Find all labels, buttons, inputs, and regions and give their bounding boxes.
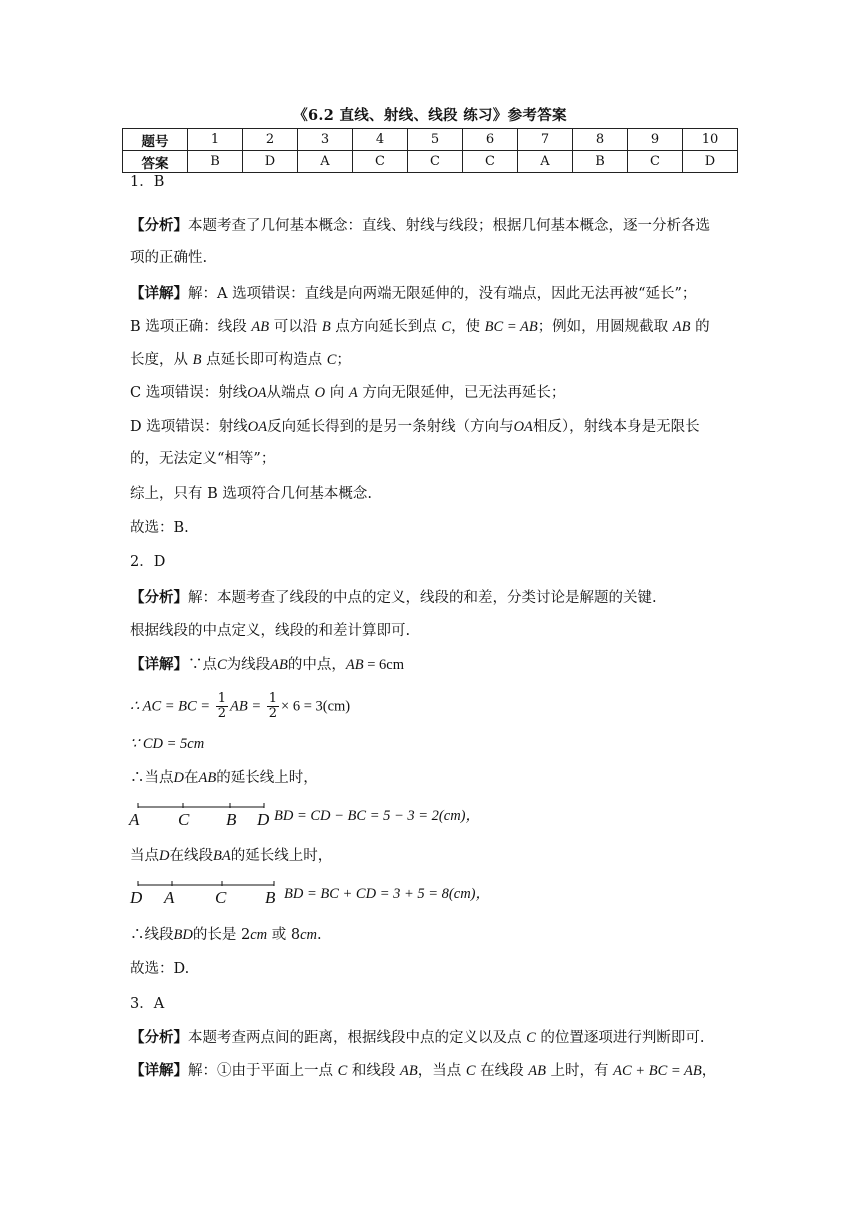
text: ∴线段 xyxy=(130,927,174,943)
math: AB xyxy=(345,657,364,673)
math: AB xyxy=(198,770,217,786)
detail-tag: 【详解】 xyxy=(130,285,188,302)
text: 本题考查两点间的距离，根据线段中点的定义以及点 xyxy=(188,1030,527,1046)
text: 或 8 xyxy=(267,927,301,943)
q1-option-c-line xyxy=(130,383,565,403)
math: BD xyxy=(173,927,193,943)
text: 为线段 xyxy=(226,657,271,673)
analysis-tag: 【分析】 xyxy=(130,217,188,234)
segment-figure-2 xyxy=(128,878,286,908)
q2-case-2 xyxy=(130,846,332,866)
numerator: 1 xyxy=(217,691,226,706)
text: C 选项错误：射线 xyxy=(130,385,248,401)
math: C xyxy=(526,1030,536,1046)
table-cell: D xyxy=(683,151,738,173)
text: 的 xyxy=(690,319,710,335)
q2-conclusion xyxy=(130,925,322,945)
table-cell: 8 xyxy=(573,129,628,151)
math: ∵ CD = 5cm xyxy=(130,736,205,752)
q1-option-b-line-2 xyxy=(130,350,351,370)
table-cell: 5 xyxy=(408,129,463,151)
detail-tag: 【详解】 xyxy=(130,1062,188,1079)
table-cell: A xyxy=(298,151,353,173)
text: B 选项正确：线段 xyxy=(130,319,252,335)
math: AB xyxy=(672,319,691,335)
q1-analysis-line xyxy=(130,216,710,236)
text: 的位置逐项进行判断即可. xyxy=(535,1030,705,1046)
table-cell: B xyxy=(188,151,243,173)
table-cell: 10 xyxy=(683,129,738,151)
math: B xyxy=(321,319,331,335)
point-label: B xyxy=(265,888,276,907)
math: AB xyxy=(270,657,288,673)
math: C xyxy=(441,319,452,335)
q2-choice: 故选：D. xyxy=(130,961,190,977)
table-cell: B xyxy=(573,151,628,173)
text: . xyxy=(316,927,322,943)
fraction xyxy=(267,692,279,721)
page-title: 《6.2 直线、射线、线段 练习》参考答案 xyxy=(293,107,567,124)
math: C xyxy=(337,1063,348,1079)
text: ∵点 xyxy=(188,657,217,673)
text: D 选项错误：射线 xyxy=(130,419,248,435)
math: AB xyxy=(528,1063,546,1079)
q1-heading: 1．B xyxy=(130,174,165,190)
text: ； xyxy=(336,352,351,368)
text: 解：本题考查了线段的中点的定义，线段的和差，分类讨论是解题的关键. xyxy=(188,590,657,606)
text: 长度，从 xyxy=(130,352,193,368)
math: × 6 = 3(cm) xyxy=(281,698,351,715)
text: 解：A 选项错误：直线是向两端无限延伸的，没有端点，因此无法再被“延长”； xyxy=(188,286,697,302)
math: O xyxy=(314,385,326,401)
analysis-tag: 【分析】 xyxy=(130,1029,188,1046)
q2-heading: 2．D xyxy=(130,554,166,570)
math: AB xyxy=(400,1063,418,1079)
table-cell: 2 xyxy=(243,129,298,151)
q2-case-1 xyxy=(130,768,318,788)
q2-analysis-line xyxy=(130,588,657,608)
table-cell: C xyxy=(353,151,408,173)
detail-tag: 【详解】 xyxy=(130,656,188,673)
math: AC + BC = AB xyxy=(613,1063,702,1079)
table-cell: 1 xyxy=(188,129,243,151)
math: D xyxy=(159,848,170,864)
q1-option-d-line xyxy=(130,417,700,437)
fraction xyxy=(216,692,228,721)
q2-figure-1-equation xyxy=(274,806,480,826)
math: AB xyxy=(251,319,270,335)
q3-detail-line xyxy=(130,1061,716,1081)
q1-option-b-line xyxy=(130,317,710,337)
math: D xyxy=(173,770,184,786)
q1-analysis-line-2: 项的正确性. xyxy=(130,250,208,266)
q1-choice: 故选：B. xyxy=(130,520,189,536)
table-cell: 3 xyxy=(298,129,353,151)
table-header-number: 题号 xyxy=(123,129,188,151)
q3-analysis-line xyxy=(130,1028,705,1048)
text: 点方向延长到点 xyxy=(330,319,442,335)
point-label: C xyxy=(215,888,227,907)
point-label: D xyxy=(257,810,270,829)
math: B xyxy=(192,352,202,368)
q1-detail-line xyxy=(130,284,696,304)
math: C xyxy=(326,352,337,368)
point-label: B xyxy=(226,810,237,829)
text: ∴当点 xyxy=(130,770,174,786)
q2-analysis-line-2: 根据线段的中点定义，线段的和差计算即可. xyxy=(130,623,411,639)
table-cell: A xyxy=(518,151,573,173)
text: 向 xyxy=(325,385,349,401)
text: 的延长线上时， xyxy=(216,770,318,786)
denominator: 2 xyxy=(217,706,226,721)
math: C xyxy=(217,657,227,673)
q2-detail-line xyxy=(130,655,404,675)
q2-equation-2 xyxy=(130,734,204,754)
table-row xyxy=(123,151,738,173)
table-cell: D xyxy=(243,151,298,173)
text: 在线段 xyxy=(169,848,213,864)
text: 上时，有 xyxy=(545,1063,614,1079)
math: OA xyxy=(247,419,268,435)
math: ∴ AC = BC = xyxy=(130,698,214,715)
analysis-tag: 【分析】 xyxy=(130,589,188,606)
table-cell: C xyxy=(408,151,463,173)
table-row xyxy=(123,129,738,151)
text: 在 xyxy=(183,770,199,786)
point-label: D xyxy=(130,888,143,907)
text: ， xyxy=(701,1063,717,1079)
q3-heading: 3．A xyxy=(130,996,165,1012)
q1-option-d-line-2: 的，无法定义“相等”； xyxy=(130,451,276,467)
table-cell: 4 xyxy=(353,129,408,151)
table-cell: C xyxy=(628,151,683,173)
math: AB = xyxy=(230,698,265,715)
table-cell: C xyxy=(463,151,518,173)
text: 点延长即可构造点 xyxy=(201,352,327,368)
table-header-answer: 答案 xyxy=(123,151,188,173)
point-label: A xyxy=(129,810,140,829)
table-cell: 6 xyxy=(463,129,518,151)
text: ，使 xyxy=(451,319,485,335)
q2-equation-1 xyxy=(130,692,350,721)
denominator: 2 xyxy=(268,706,278,721)
math: = 6cm xyxy=(363,657,405,673)
text: 本题考查了几何基本概念：直线、射线与线段；根据几何基本概念，逐一分析各选 xyxy=(188,218,710,234)
text: 反向延长得到的是另一条射线（方向与 xyxy=(267,419,514,435)
text: 的延长线上时， xyxy=(230,848,333,864)
q1-summary: 综上，只有 B 选项符合几何基本概念. xyxy=(130,486,372,502)
numerator: 1 xyxy=(268,691,278,706)
text: 可以沿 xyxy=(269,319,322,335)
math: BC = AB xyxy=(484,319,538,335)
math: cm xyxy=(250,927,268,943)
math: BA xyxy=(212,848,231,864)
math: OA xyxy=(247,385,267,401)
point-label: A xyxy=(164,888,175,907)
text: ，当点 xyxy=(417,1063,466,1079)
text: 和线段 xyxy=(347,1063,400,1079)
text: 解：①由于平面上一点 xyxy=(188,1063,338,1079)
text: 在线段 xyxy=(475,1063,529,1079)
math: OA xyxy=(513,419,533,435)
text: ；例如，用圆规截取 xyxy=(537,319,673,335)
segment-figure-1 xyxy=(128,800,276,830)
text: 的中点， xyxy=(287,657,346,673)
table-cell: 9 xyxy=(628,129,683,151)
table-cell: 7 xyxy=(518,129,573,151)
math: BD = BC + CD = 3 + 5 = 8(cm)， xyxy=(284,886,490,902)
text: 方向无限延伸，已无法再延长； xyxy=(357,385,566,401)
math: A xyxy=(348,385,358,401)
q2-figure-2-equation xyxy=(284,884,490,904)
text: 的长是 2 xyxy=(192,927,251,943)
point-label: C xyxy=(178,810,190,829)
math: BD = CD − BC = 5 − 3 = 2(cm)， xyxy=(274,808,480,824)
math: C xyxy=(465,1063,476,1079)
text: 从端点 xyxy=(266,385,315,401)
text: 当点 xyxy=(130,848,159,864)
text: 相反），射线本身是无限长 xyxy=(532,419,700,435)
answer-table xyxy=(122,128,738,173)
math: cm xyxy=(300,927,317,943)
